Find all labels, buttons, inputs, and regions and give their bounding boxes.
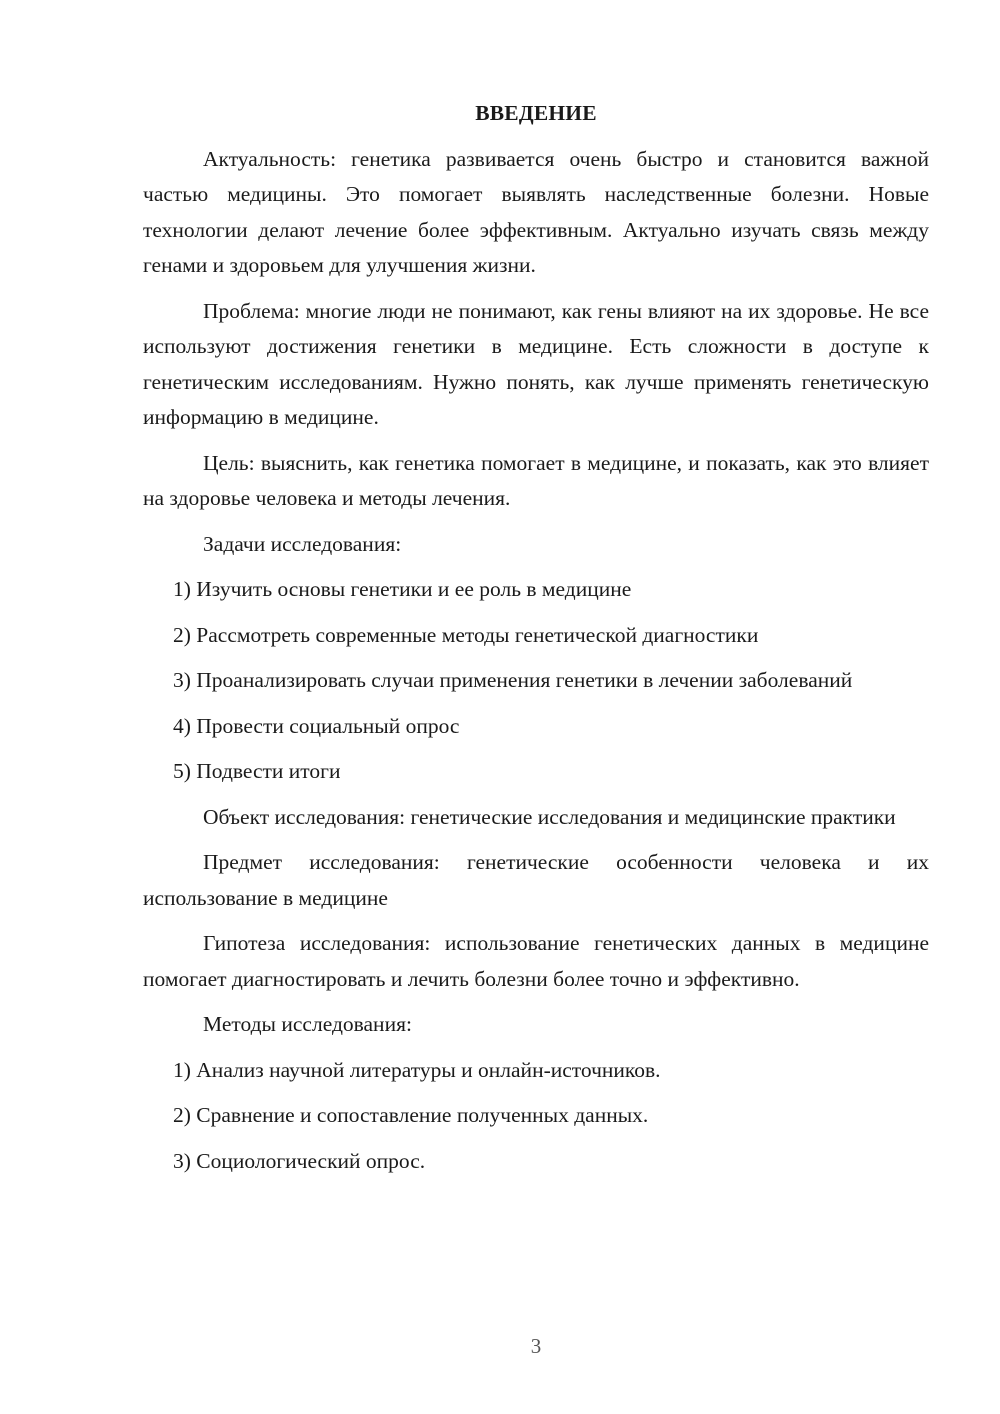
problem-paragraph: Проблема: многие люди не понимают, как гены влияют на их здоровье. Не все используют достижения генетики в медицине. Есть сложности в доступе к генетическим исследованиям. Нужно понять, как лучше применять генетическую информацию в медицине.	[143, 298, 929, 429]
goal-paragraph: Цель: выяснить, как генетика помогает в медицине, и показать, как это влияет на здоровье человека и методы лечения.	[143, 450, 929, 510]
task-item: 1) Изучить основы генетики и ее роль в медицине	[173, 577, 632, 601]
tasks-title: Задачи исследования:	[203, 531, 402, 556]
method-item: 3) Социологический опрос.	[173, 1148, 426, 1173]
methods-title: Методы исследования:	[203, 1012, 412, 1036]
method-item: 1) Анализ научной литературы и онлайн-источников.	[173, 1057, 661, 1082]
page-number: 3	[530, 1334, 542, 1358]
object-paragraph: Объект исследования: генетические исследования и медицинские практики	[203, 804, 896, 829]
page-content	[143, 96, 929, 1189]
section-heading: ВВЕДЕНИЕ	[475, 101, 597, 125]
task-item: 5) Подвести итоги	[173, 759, 341, 783]
method-item: 2) Сравнение и сопоставление полученных данных.	[173, 1103, 649, 1127]
subject-paragraph: Предмет исследования: генетические особенности человека и их использование в медицине	[143, 850, 929, 910]
task-item: 4) Провести социальный опрос	[173, 713, 460, 738]
relevance-paragraph: Актуальность: генетика развивается очень быстро и становится важной частью медицины. Это помогает выявлять наследственные болезни. Новые технологии делают лечение более эффективным. Актуально изучать связь между генами и здоровьем для улучшения жизни.	[143, 146, 929, 277]
task-item: 2) Рассмотреть современные методы генетической диагностики	[173, 622, 759, 647]
task-item: 3) Проанализировать случаи применения генетики в лечении заболеваний	[173, 668, 853, 692]
hypothesis-paragraph: Гипотеза исследования: использование генетических данных в медицине помогает диагностировать и лечить болезни более точно и эффективно.	[143, 931, 929, 991]
